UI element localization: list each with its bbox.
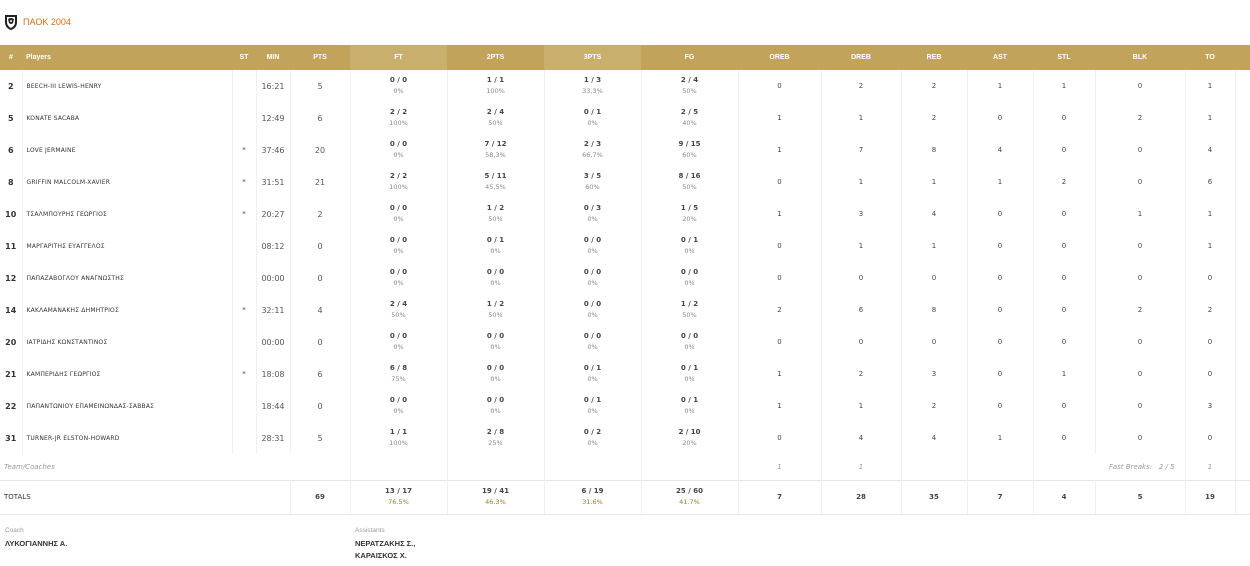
coach-block (5, 527, 67, 550)
player-ft: 2 / 4 50% (350, 294, 447, 326)
player-3pts: 0 / 1 0% (544, 102, 641, 134)
starter-mark: * (232, 166, 256, 198)
col-number[interactable]: # (0, 45, 22, 70)
player-pts: 4 (290, 294, 350, 326)
player-blk: 0 (1095, 262, 1185, 294)
player-min: 00:00 (256, 262, 290, 294)
player-number: 5 (0, 102, 22, 134)
player-dreb: 4 (821, 422, 901, 454)
player-dreb: 7 (821, 134, 901, 166)
player-ft: 0 / 0 0% (350, 230, 447, 262)
totals-to: 19 (1185, 480, 1235, 514)
player-ast: 0 (967, 262, 1033, 294)
totals-label: TOTALS (0, 480, 290, 514)
totals-ft: 13 / 17 76.5% (350, 480, 447, 514)
col-min[interactable]: MIN (256, 45, 290, 70)
box-score-table (0, 45, 1250, 515)
player-name[interactable]: TURNER-JR ELSTON-HOWARD (22, 422, 232, 454)
player-to: 3 (1185, 390, 1235, 422)
player-to: 0 (1185, 262, 1235, 294)
player-blk: 0 (1095, 326, 1185, 358)
team-oreb: 1 (738, 454, 821, 480)
col-3pts[interactable]: 3PTS (544, 45, 641, 70)
starter-mark (232, 262, 256, 294)
player-oreb: 0 (738, 70, 821, 102)
player-2pts: 7 / 12 58,3% (447, 134, 544, 166)
player-oreb: 1 (738, 358, 821, 390)
team-header (3, 10, 71, 34)
player-ft: 0 / 0 0% (350, 70, 447, 102)
player-dreb: 6 (821, 294, 901, 326)
player-oreb: 0 (738, 422, 821, 454)
player-stl: 0 (1033, 230, 1095, 262)
col-extra (1235, 45, 1250, 70)
player-oreb: 1 (738, 198, 821, 230)
team-coaches-label: Team/Coaches (0, 454, 350, 480)
player-3pts: 0 / 1 0% (544, 358, 641, 390)
player-3pts: 0 / 1 0% (544, 390, 641, 422)
player-stl: 0 (1033, 262, 1095, 294)
player-to: 4 (1185, 134, 1235, 166)
player-ft: 0 / 0 0% (350, 198, 447, 230)
coach-caption: Coach (5, 527, 24, 534)
player-to: 1 (1185, 198, 1235, 230)
starter-mark (232, 230, 256, 262)
player-pts: 2 (290, 198, 350, 230)
player-name[interactable]: ΚΑΜΠΕΡΙΔΗΣ ΓΕΩΡΓΙΟΣ (22, 358, 232, 390)
totals-stl: 4 (1033, 480, 1095, 514)
assistants-block (355, 527, 415, 562)
col-ft[interactable]: FT (350, 45, 447, 70)
fast-breaks: Fast Breaks: 2 / 5 (1033, 454, 1185, 480)
player-number: 31 (0, 422, 22, 454)
player-to: 0 (1185, 326, 1235, 358)
player-dreb: 2 (821, 358, 901, 390)
starter-mark (232, 70, 256, 102)
player-stl: 0 (1033, 390, 1095, 422)
player-ft: 0 / 0 0% (350, 262, 447, 294)
player-pts: 5 (290, 422, 350, 454)
player-2pts: 0 / 0 0% (447, 390, 544, 422)
player-fg: 0 / 1 0% (641, 390, 738, 422)
player-number: 10 (0, 198, 22, 230)
player-blk: 0 (1095, 422, 1185, 454)
player-oreb: 0 (738, 326, 821, 358)
player-fg: 8 / 16 50% (641, 166, 738, 198)
col-players[interactable]: Players (22, 45, 232, 70)
player-blk: 0 (1095, 358, 1185, 390)
player-2pts: 1 / 1 100% (447, 70, 544, 102)
player-min: 18:08 (256, 358, 290, 390)
player-oreb: 0 (738, 230, 821, 262)
player-blk: 2 (1095, 102, 1185, 134)
player-number: 20 (0, 326, 22, 358)
player-reb: 1 (901, 166, 967, 198)
player-ft: 2 / 2 100% (350, 102, 447, 134)
team-dreb: 1 (821, 454, 901, 480)
player-oreb: 2 (738, 294, 821, 326)
team-logo-icon (3, 13, 19, 31)
totals-dreb: 28 (821, 480, 901, 514)
player-reb: 0 (901, 262, 967, 294)
player-rows (0, 70, 1250, 454)
player-2pts: 0 / 0 0% (447, 326, 544, 358)
totals-oreb: 7 (738, 480, 821, 514)
player-number: 11 (0, 230, 22, 262)
starter-mark: * (232, 294, 256, 326)
player-3pts: 0 / 0 0% (544, 230, 641, 262)
col-st[interactable]: ST (232, 45, 256, 70)
player-stl: 0 (1033, 422, 1095, 454)
player-fg: 2 / 5 40% (641, 102, 738, 134)
player-stl: 0 (1033, 294, 1095, 326)
player-to: 0 (1185, 422, 1235, 454)
player-ft: 2 / 2 100% (350, 166, 447, 198)
player-pts: 0 (290, 390, 350, 422)
totals-reb: 35 (901, 480, 967, 514)
player-pts: 0 (290, 230, 350, 262)
player-min: 31:51 (256, 166, 290, 198)
player-3pts: 0 / 0 0% (544, 262, 641, 294)
player-to: 1 (1185, 230, 1235, 262)
col-oreb[interactable]: OREB (738, 45, 821, 70)
player-min: 12:49 (256, 102, 290, 134)
player-stl: 1 (1033, 358, 1095, 390)
player-oreb: 0 (738, 262, 821, 294)
starter-mark (232, 422, 256, 454)
coach-name: ΛΥΚΟΓΙΑΝΝΗΣ Α. (5, 539, 68, 548)
player-ft: 0 / 0 0% (350, 134, 447, 166)
player-pts: 21 (290, 166, 350, 198)
col-2pts[interactable]: 2PTS (447, 45, 544, 70)
col-blk[interactable]: BLK (1095, 45, 1185, 70)
player-number: 6 (0, 134, 22, 166)
player-name[interactable]: ΤΣΑΛΜΠΟΥΡΗΣ ΓΕΩΡΓΙΟΣ (22, 198, 232, 230)
player-fg: 0 / 1 0% (641, 230, 738, 262)
player-reb: 2 (901, 70, 967, 102)
totals-blk: 5 (1095, 480, 1185, 514)
player-blk: 0 (1095, 390, 1185, 422)
player-name[interactable]: GRIFFIN MALCOLM-XAVIER (22, 166, 232, 198)
col-ast[interactable]: AST (967, 45, 1033, 70)
player-ast: 0 (967, 102, 1033, 134)
starter-mark: * (232, 134, 256, 166)
player-3pts: 3 / 5 60% (544, 166, 641, 198)
player-pts: 0 (290, 326, 350, 358)
player-name[interactable]: ΙΑΤΡΙΔΗΣ ΚΩΝΣΤΑΝΤΙΝΟΣ (22, 326, 232, 358)
player-ft: 0 / 0 0% (350, 326, 447, 358)
table-row (0, 166, 1250, 198)
player-number: 22 (0, 390, 22, 422)
table-row (0, 294, 1250, 326)
player-pts: 20 (290, 134, 350, 166)
player-name[interactable]: ΚΑΚΛΑΜΑΝΑΚΗΣ ΔΗΜΗΤΡΙΟΣ (22, 294, 232, 326)
player-number: 12 (0, 262, 22, 294)
player-2pts: 0 / 0 0% (447, 262, 544, 294)
table-row (0, 422, 1250, 454)
player-oreb: 1 (738, 102, 821, 134)
player-pts: 0 (290, 262, 350, 294)
player-min: 32:11 (256, 294, 290, 326)
player-dreb: 0 (821, 262, 901, 294)
player-3pts: 0 / 0 0% (544, 294, 641, 326)
player-oreb: 0 (738, 166, 821, 198)
player-min: 37:46 (256, 134, 290, 166)
player-dreb: 2 (821, 70, 901, 102)
player-pts: 5 (290, 70, 350, 102)
player-dreb: 1 (821, 166, 901, 198)
starter-mark (232, 326, 256, 358)
player-reb: 8 (901, 294, 967, 326)
player-stl: 2 (1033, 166, 1095, 198)
player-2pts: 2 / 4 50% (447, 102, 544, 134)
player-reb: 1 (901, 230, 967, 262)
team-coaches-row (0, 454, 1250, 480)
player-ast: 0 (967, 294, 1033, 326)
table-row (0, 102, 1250, 134)
assistant-name: ΚΑΡΑΙΣΚΟΣ Χ. (355, 551, 407, 560)
assistants-caption: Assistants (355, 527, 385, 534)
player-3pts: 1 / 3 33,3% (544, 70, 641, 102)
table-row (0, 134, 1250, 166)
player-dreb: 1 (821, 390, 901, 422)
player-min: 08:12 (256, 230, 290, 262)
player-reb: 2 (901, 390, 967, 422)
player-fg: 2 / 10 20% (641, 422, 738, 454)
player-ft: 6 / 8 75% (350, 358, 447, 390)
player-ast: 0 (967, 326, 1033, 358)
player-fg: 0 / 1 0% (641, 358, 738, 390)
player-fg: 0 / 0 0% (641, 262, 738, 294)
player-reb: 4 (901, 198, 967, 230)
starter-mark: * (232, 358, 256, 390)
player-reb: 4 (901, 422, 967, 454)
col-stl[interactable]: STL (1033, 45, 1095, 70)
player-to: 6 (1185, 166, 1235, 198)
table-row (0, 358, 1250, 390)
player-2pts: 1 / 2 50% (447, 294, 544, 326)
player-name[interactable]: BEECH-III LEWIS-HENRY (22, 70, 232, 102)
player-blk: 0 (1095, 134, 1185, 166)
player-fg: 1 / 5 20% (641, 198, 738, 230)
player-3pts: 0 / 2 0% (544, 422, 641, 454)
player-to: 0 (1185, 358, 1235, 390)
player-blk: 0 (1095, 166, 1185, 198)
player-number: 2 (0, 70, 22, 102)
player-2pts: 0 / 0 0% (447, 358, 544, 390)
player-dreb: 0 (821, 326, 901, 358)
player-ast: 1 (967, 422, 1033, 454)
player-min: 16:21 (256, 70, 290, 102)
player-number: 14 (0, 294, 22, 326)
player-fg: 9 / 15 60% (641, 134, 738, 166)
player-3pts: 0 / 0 0% (544, 326, 641, 358)
table-row (0, 262, 1250, 294)
totals-pts: 69 (290, 480, 350, 514)
player-reb: 3 (901, 358, 967, 390)
player-reb: 0 (901, 326, 967, 358)
totals-fg: 25 / 60 41.7% (641, 480, 738, 514)
player-ast: 0 (967, 230, 1033, 262)
col-fg[interactable]: FG (641, 45, 738, 70)
player-name[interactable]: ΠΑΠΑΖΑΒΟΓΛΟΥ ΑΝΑΓΝΩΣΤΗΣ (22, 262, 232, 294)
table-row (0, 230, 1250, 262)
player-min: 28:31 (256, 422, 290, 454)
starter-mark (232, 390, 256, 422)
player-ft: 1 / 1 100% (350, 422, 447, 454)
player-2pts: 5 / 11 45,5% (447, 166, 544, 198)
player-number: 21 (0, 358, 22, 390)
col-to[interactable]: TO (1185, 45, 1235, 70)
player-ast: 0 (967, 198, 1033, 230)
player-3pts: 0 / 3 0% (544, 198, 641, 230)
player-oreb: 1 (738, 390, 821, 422)
player-2pts: 1 / 2 50% (447, 198, 544, 230)
player-stl: 1 (1033, 70, 1095, 102)
player-ast: 1 (967, 70, 1033, 102)
totals-row (0, 480, 1250, 514)
totals-3pts: 6 / 19 31.6% (544, 480, 641, 514)
col-reb[interactable]: REB (901, 45, 967, 70)
player-min: 20:27 (256, 198, 290, 230)
team-to: 1 (1185, 454, 1235, 480)
player-blk: 1 (1095, 198, 1185, 230)
player-to: 1 (1185, 70, 1235, 102)
player-pts: 6 (290, 358, 350, 390)
assistant-name: ΝΕΡΑΤΖΑΚΗΣ Σ., (355, 539, 416, 548)
player-dreb: 3 (821, 198, 901, 230)
player-ast: 0 (967, 358, 1033, 390)
player-fg: 0 / 0 0% (641, 326, 738, 358)
player-name[interactable]: ΠΑΠΑΝΤΩΝΙΟΥ ΕΠΑΜΕΙΝΩΝΔΑΣ-ΣΑΒΒΑΣ (22, 390, 232, 422)
table-row (0, 198, 1250, 230)
starter-mark (232, 102, 256, 134)
player-stl: 0 (1033, 134, 1095, 166)
col-pts[interactable]: PTS (290, 45, 350, 70)
team-name[interactable]: ΠΑΟΚ 2004 (23, 17, 71, 27)
player-ast: 1 (967, 166, 1033, 198)
totals-2pts: 19 / 41 46.3% (447, 480, 544, 514)
player-blk: 0 (1095, 230, 1185, 262)
player-blk: 2 (1095, 294, 1185, 326)
player-to: 2 (1185, 294, 1235, 326)
player-to: 1 (1185, 102, 1235, 134)
table-row (0, 390, 1250, 422)
player-min: 00:00 (256, 326, 290, 358)
table-header-row (0, 45, 1250, 70)
player-reb: 8 (901, 134, 967, 166)
player-fg: 1 / 2 50% (641, 294, 738, 326)
player-2pts: 0 / 1 0% (447, 230, 544, 262)
player-stl: 0 (1033, 102, 1095, 134)
player-stl: 0 (1033, 326, 1095, 358)
player-dreb: 1 (821, 230, 901, 262)
player-dreb: 1 (821, 102, 901, 134)
player-oreb: 1 (738, 134, 821, 166)
player-ast: 4 (967, 134, 1033, 166)
player-ast: 0 (967, 390, 1033, 422)
player-stl: 0 (1033, 198, 1095, 230)
player-3pts: 2 / 3 66,7% (544, 134, 641, 166)
table-row (0, 326, 1250, 358)
player-ft: 0 / 0 0% (350, 390, 447, 422)
player-number: 8 (0, 166, 22, 198)
starter-mark: * (232, 198, 256, 230)
player-fg: 2 / 4 50% (641, 70, 738, 102)
player-2pts: 2 / 8 25% (447, 422, 544, 454)
col-dreb[interactable]: DREB (821, 45, 901, 70)
player-blk: 0 (1095, 70, 1185, 102)
player-name[interactable]: ΜΑΡΓΑΡΙΤΗΣ ΕΥΑΓΓΕΛΟΣ (22, 230, 232, 262)
table-row (0, 70, 1250, 102)
player-pts: 6 (290, 102, 350, 134)
totals-ast: 7 (967, 480, 1033, 514)
player-reb: 2 (901, 102, 967, 134)
player-name[interactable]: LOVE JERMAINE (22, 134, 232, 166)
player-min: 18:44 (256, 390, 290, 422)
player-name[interactable]: KONATE SACABA (22, 102, 232, 134)
